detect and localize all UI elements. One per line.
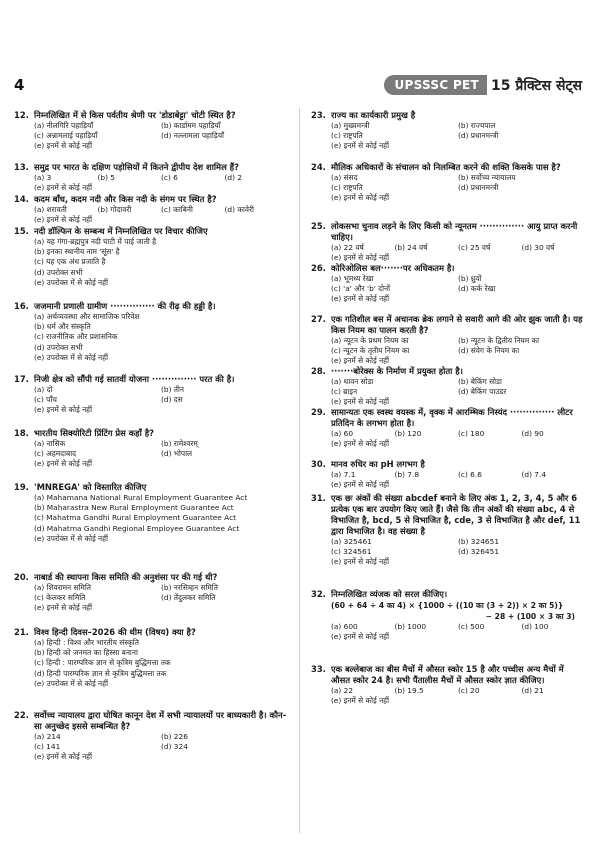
- question-text: समुद्र पर भारत के दक्षिण पड़ोसियों में कितने द्वीपीय देश शामिल हैं?: [34, 162, 239, 172]
- option: (e) इनमें से कोई नहीं: [331, 294, 390, 304]
- column-divider: [299, 108, 300, 833]
- question-line: [311, 221, 585, 243]
- option: (c) 20: [458, 686, 480, 695]
- question-text: नाबार्ड की स्थापना किस समिति की अनुशंसा पर की गई थी?: [34, 572, 218, 582]
- question-text: निम्नलिखित में से किस पर्वतीय श्रेणी पर 'डोडाबेट्टा' चोटी स्थित है?: [34, 110, 236, 120]
- options-row: [331, 547, 585, 557]
- options-list: [34, 583, 288, 614]
- options-row: [331, 346, 585, 356]
- options-row: [34, 173, 288, 183]
- question-text: निजी क्षेत्र को सौंपी गई सातवीं योजना ·············· परत की है।: [34, 374, 235, 384]
- option: (c) पाँच: [34, 395, 57, 405]
- option: (d) 30 वर्ष: [521, 243, 555, 252]
- option: (e) इनमें से कोई नहीं: [34, 405, 93, 415]
- option: (d) 100: [521, 622, 549, 631]
- options-row: [34, 247, 288, 257]
- question-18: [14, 428, 288, 470]
- option: (c) राजनीतिक और प्रशासनिक: [34, 332, 118, 342]
- option: (e) इनमें से कोई नहीं: [331, 632, 390, 642]
- option: (a) मुख्यमन्त्री: [331, 121, 370, 130]
- option: (b) सर्वोच्च न्यायालय: [458, 173, 516, 182]
- options-row: [34, 141, 288, 151]
- options-row: [34, 669, 288, 679]
- option: (d) तेंदुलकर समिति: [161, 593, 216, 603]
- option: (a) हिन्दी : विश्व और भारतीय संस्कृति: [34, 638, 139, 647]
- question-text: सर्वोच्च न्यायालय द्वारा घोषित कानून देश में सभी न्यायालयों पर बाध्यकारी है। कौन-सा अनुच्छेद इससे सम्बन्धित है?: [34, 710, 287, 731]
- option: (a) 214: [34, 732, 61, 741]
- question-line: [311, 589, 585, 600]
- option: (e) इनमें से कोई नहीं: [331, 439, 390, 449]
- options-list: [34, 173, 288, 193]
- question-line: [311, 664, 585, 686]
- option: (a) 600: [331, 622, 358, 631]
- options-list: [331, 243, 585, 263]
- options-row: [331, 377, 585, 387]
- option: (a) 3: [34, 173, 52, 182]
- option: (b) इनका स्थानीय नाम 'सूंस' है: [34, 247, 120, 257]
- options-list: [331, 686, 585, 706]
- option: (c) 6.6: [458, 470, 482, 479]
- question-30: [311, 459, 585, 490]
- option: (d) प्रधानमन्त्री: [458, 183, 499, 193]
- question-19: [14, 482, 288, 544]
- question-text: सामान्यतः एक स्वस्थ वयस्क में, वृक्क में आरम्भिक निस्यंद ·············· लीटर प्रतिदिन के लगभग होता है।: [331, 407, 573, 428]
- option: (b) 226: [161, 732, 188, 741]
- options-row: [34, 524, 288, 534]
- question-text: निम्नलिखित व्यंजक को सरल कीजिए।: [331, 589, 448, 599]
- option: (b) न्यूटन के द्वितीय नियम का: [458, 336, 540, 345]
- options-row: [34, 183, 288, 193]
- option: (b) नरसिम्हन समिति: [161, 583, 218, 592]
- option: (e) इनमें से कोई नहीं: [34, 752, 93, 762]
- option: (e) इनमें से कोई नहीं: [331, 696, 390, 706]
- option: (a) न्यूटन के प्रथम नियम का: [331, 336, 409, 345]
- question-text: मौलिक अधिकारों के संचालन को निलम्बित करने की शक्ति किसके पास है?: [331, 162, 561, 172]
- option: (c) अन्नामलाई पहाड़ियाँ: [34, 131, 98, 141]
- question-number: 19.: [14, 482, 29, 492]
- option: (a) नीलगिरि पहाड़ियाँ: [34, 121, 94, 130]
- question-text: विश्व हिन्दी दिवस–2026 की थीम (विषय) क्या है?: [34, 627, 196, 637]
- question-line: [311, 459, 585, 470]
- question-text: कदम बाँध, कदम नदी और किस नदी के संगम पर स्थित है?: [34, 194, 217, 204]
- option: (d) उपरोक्त सभी: [34, 342, 83, 352]
- option: (a) भूमध्य रेखा: [331, 274, 374, 283]
- option: (c) 'a' और 'b' दोनों: [331, 284, 391, 294]
- question-line: [14, 428, 288, 439]
- question-line: [14, 301, 288, 312]
- option: (d) कर्क रेखा: [458, 284, 496, 294]
- question-line: [311, 110, 585, 121]
- options-row: [34, 534, 288, 544]
- options-row: [34, 205, 288, 215]
- question-27: [311, 314, 585, 367]
- options-row: [331, 537, 585, 547]
- options-list: [331, 173, 585, 204]
- options-row: [331, 121, 585, 131]
- question-number: 22.: [14, 710, 29, 720]
- option: (a) 325461: [331, 537, 372, 546]
- option: (b) 19.5: [394, 686, 424, 695]
- question-28: [311, 366, 585, 408]
- options-list: [331, 622, 585, 642]
- option: (d) नल्लामला पहाड़ियाँ: [161, 131, 224, 141]
- question-text: राज्य का कार्यकारी प्रमुख है: [331, 110, 416, 120]
- options-list: [34, 312, 288, 363]
- option: (a) नासिक: [34, 439, 66, 448]
- option: (c) 500: [458, 622, 485, 631]
- options-row: [34, 237, 288, 247]
- question-number: 26.: [311, 263, 326, 273]
- question-text: ·······बोरेक्स के निर्माण में प्रयुक्त होता है।: [331, 366, 463, 376]
- option: (b) 24 वर्ष: [394, 243, 428, 252]
- question-line: [311, 162, 585, 173]
- option: (a) 60: [331, 429, 354, 438]
- question-line: [311, 314, 585, 336]
- question-number: 32.: [311, 589, 326, 599]
- options-row: [331, 294, 585, 304]
- question-text: मानव रुधिर का pH लगभग है: [331, 459, 425, 469]
- options-list: [34, 121, 288, 152]
- options-row: [34, 121, 288, 131]
- question-number: 24.: [311, 162, 326, 172]
- option: (e) उपरोक्त में से कोई नहीं: [34, 678, 108, 688]
- options-row: [34, 312, 288, 322]
- options-row: [34, 593, 288, 603]
- option: (d) 7.4: [521, 470, 547, 479]
- option: (b) कार्डामम पहाड़ियाँ: [161, 121, 221, 130]
- question-21: [14, 627, 288, 689]
- options-row: [34, 385, 288, 395]
- question-line: [14, 627, 288, 638]
- question-text: कोरिओलिस बल·······पर अधिकतम है।: [331, 263, 455, 273]
- question-14: [14, 194, 288, 225]
- options-row: [34, 658, 288, 668]
- question-17: [14, 374, 288, 416]
- option: (b) 5: [97, 173, 116, 182]
- option: (a) 22: [331, 686, 354, 695]
- options-row: [34, 332, 288, 342]
- option: (a) शिवरामन समिति: [34, 583, 91, 592]
- options-row: [331, 284, 585, 294]
- option: (c) हिन्दी : पारम्परिक ज्ञान से कृत्रिम बुद्धिमत्ता तक: [34, 658, 171, 668]
- option: (e) इनमें से कोई नहीं: [34, 603, 93, 613]
- question-number: 18.: [14, 428, 29, 438]
- option: (d) 21: [521, 686, 544, 695]
- question-number: 21.: [14, 627, 29, 637]
- question-15: [14, 226, 288, 288]
- question-line: [311, 366, 585, 377]
- question-line: [14, 162, 288, 173]
- options-row: [34, 131, 288, 141]
- question-number: 33.: [311, 664, 326, 674]
- options-row: [34, 752, 288, 762]
- options-list: [331, 336, 585, 367]
- options-row: [34, 322, 288, 332]
- option: (a) अर्थव्यवस्था और सामाजिक परिवेश: [34, 312, 140, 321]
- options-row: [34, 459, 288, 469]
- options-row: [34, 493, 288, 503]
- option: (c) यह एक अंध प्रजाति है: [34, 257, 106, 267]
- options-row: [331, 429, 585, 439]
- options-row: [331, 622, 585, 632]
- options-row: [331, 243, 585, 253]
- options-row: [34, 513, 288, 523]
- question-number: 23.: [311, 110, 326, 120]
- question-16: [14, 301, 288, 363]
- question-31: [311, 493, 585, 568]
- option: (e) इनमें से कोई नहीं: [331, 141, 390, 151]
- option: (b) रामेश्वरम्: [161, 439, 198, 448]
- question-25: [311, 221, 585, 263]
- option: (d) Mahatma Gandhi Regional Employee Guarantee Act: [34, 523, 240, 533]
- option: (a) यह गंगा-ब्रह्मपुत्र नदी घाटी में पाई जाती है: [34, 237, 157, 246]
- options-row: [34, 405, 288, 415]
- options-row: [34, 638, 288, 648]
- question-23: [311, 110, 585, 152]
- options-row: [331, 686, 585, 696]
- option: (b) 7.8: [394, 470, 420, 479]
- option: (a) 22 वर्ष: [331, 243, 364, 252]
- question-text: भारतीय सिक्योरिटी प्रिंटिंग प्रेस कहाँ है?: [34, 428, 155, 438]
- options-row: [34, 449, 288, 459]
- option: (a) धावन सोडा: [331, 377, 374, 386]
- options-row: [331, 557, 585, 567]
- question-number: 25.: [311, 221, 326, 231]
- option: (b) धर्म और संस्कृति: [34, 322, 91, 332]
- option: (d) 324: [161, 742, 188, 752]
- question-text: 'MNREGA' को विस्तारित कीजिए: [34, 482, 147, 492]
- question-number: 31.: [311, 493, 326, 503]
- option: (a) शरावती: [34, 205, 67, 214]
- options-row: [331, 131, 585, 141]
- expression-line: − 28 + (100 × 3 का 3): [485, 612, 575, 621]
- options-list: [34, 732, 288, 763]
- option: (b) Maharastra New Rural Employment Guarantee Act: [34, 503, 234, 513]
- option: (b) बेकिंग सोडा: [458, 377, 502, 386]
- options-row: [331, 173, 585, 183]
- options-row: [331, 274, 585, 284]
- option: (c) अहमदाबाद: [34, 449, 77, 459]
- options-row: [34, 439, 288, 449]
- question-29: [311, 407, 585, 449]
- options-list: [34, 385, 288, 416]
- question-number: 17.: [14, 374, 29, 384]
- option: (b) 1000: [394, 622, 427, 631]
- question-number: 27.: [311, 314, 326, 324]
- options-list: [34, 237, 288, 288]
- options-row: [331, 253, 585, 263]
- question-number: 28.: [311, 366, 326, 376]
- option: (b) 324651: [458, 537, 500, 546]
- option: (e) इनमें से कोई नहीं: [34, 183, 93, 193]
- options-row: [331, 141, 585, 151]
- option: (b) 120: [394, 429, 422, 438]
- options-row: [331, 696, 585, 706]
- options-row: [34, 732, 288, 742]
- question-12: [14, 110, 288, 152]
- option: (d) 326451: [458, 547, 500, 557]
- option: (d) संवेग के नियम का: [458, 346, 520, 356]
- option: (b) ध्रुवों: [458, 274, 482, 283]
- option: (e) इनमें से कोई नहीं: [331, 397, 390, 407]
- options-row: [331, 480, 585, 490]
- option: (c) 141: [34, 742, 61, 752]
- option: (c) राष्ट्रपति: [331, 131, 363, 141]
- options-row: [34, 353, 288, 363]
- question-20: [14, 572, 288, 614]
- options-list: [331, 377, 585, 408]
- question-line: [14, 226, 288, 237]
- option: (e) इनमें से कोई नहीं: [331, 253, 390, 263]
- options-list: [331, 470, 585, 490]
- question-33: [311, 664, 585, 706]
- question-line: [311, 493, 585, 537]
- options-list: [331, 429, 585, 449]
- question-number: 12.: [14, 110, 29, 120]
- expression-line: (60 + 64 ÷ 4 का 4) × {1000 ÷ ((10 का (3 + 2)) × 2 का 5)}: [331, 601, 564, 610]
- question-text: एक बल्लेबाज का बीस मैचों में औसत स्कोर 15 है और पच्चीस अन्य मैचों में औसत स्कोर 24 है। सभी पैंतालीस मैचों में औसत स्कोर ज्ञात कीजिए।: [331, 664, 564, 685]
- options-list: [331, 537, 585, 568]
- option: (e) इनमें से कोई नहीं: [331, 557, 390, 567]
- options-row: [331, 336, 585, 346]
- options-list: [34, 205, 288, 225]
- option: (e) इनमें से कोई नहीं: [34, 215, 93, 225]
- option: (d) कावेरी: [224, 205, 254, 214]
- option: (a) 7.1: [331, 470, 356, 479]
- option: (c) राष्ट्रपति: [331, 183, 363, 193]
- options-row: [34, 679, 288, 689]
- option: (a) संसद: [331, 173, 358, 182]
- option: (e) इनमें से कोई नहीं: [331, 193, 390, 203]
- page-number: 4: [14, 76, 25, 94]
- option: (c) न्यूटन के तृतीय नियम का: [331, 346, 410, 356]
- option: (e) उपरोक्त में से कोई नहीं: [34, 277, 108, 287]
- option: (a) Mahamana National Rural Employment Guarantee Act: [34, 493, 248, 502]
- option: (e) उपरोक्त में से कोई नहीं: [34, 533, 108, 543]
- question-26: [311, 263, 585, 305]
- option: (d) हिन्दी पारम्परिक ज्ञान से कृत्रिम बुद्धिमत्ता तक: [34, 668, 167, 678]
- question-13: [14, 162, 288, 193]
- options-row: [331, 632, 585, 642]
- question-text: जजमानी प्रणाली ग्रामीण ·············· की रीढ़ की हड्डी है।: [34, 301, 216, 311]
- option: (e) इनमें से कोई नहीं: [331, 356, 390, 366]
- options-row: [34, 268, 288, 278]
- question-text: नदी डॉल्फिन के सम्बन्ध में निम्नलिखित पर विचार कीजिए: [34, 226, 208, 236]
- question-number: 20.: [14, 572, 29, 582]
- question-24: [311, 162, 585, 204]
- question-line: [311, 407, 585, 429]
- option: (b) तीन: [161, 385, 185, 394]
- option: (d) भोपाल: [161, 449, 193, 459]
- options-row: [34, 603, 288, 613]
- option: (d) प्रधानमन्त्री: [458, 131, 499, 141]
- book-banner: [384, 74, 582, 96]
- option: (c) Mahatma Gandhi Rural Employment Guarantee Act: [34, 513, 237, 523]
- option: (d) 2: [224, 173, 243, 182]
- question-22: [14, 710, 288, 763]
- exam-badge: UPSSSC PET: [384, 75, 487, 95]
- options-row: [34, 395, 288, 405]
- options-list: [34, 638, 288, 689]
- options-row: [34, 742, 288, 752]
- options-row: [331, 193, 585, 203]
- question-text: एक छः अंकों की संख्या abcdef बनाने के लिए अंक 1, 2, 3, 4, 5 और 6 प्रत्येक एक बार उपयोग किए जाते हैं। जैसे कि तीन अंकों की संख्या abc, 4 से विभाजित है, bcd, 5 से विभाजित है, cde, 3 से विभाजित है और def, 11 द्वारा विभाजित है। वह संख्या है: [331, 493, 581, 536]
- question-number: 14.: [14, 194, 29, 204]
- question-number: 16.: [14, 301, 29, 311]
- option: (c) 25 वर्ष: [458, 243, 491, 252]
- options-list: [34, 439, 288, 470]
- option: (c) केलकर समिति: [34, 593, 86, 603]
- question-line: [14, 194, 288, 205]
- option: (e) उपरोक्त में से कोई नहीं: [34, 352, 108, 362]
- option: (a) दो: [34, 385, 53, 394]
- question-line: [14, 710, 288, 732]
- page-header: [0, 74, 600, 98]
- options-list: [331, 274, 585, 305]
- option: (c) 324561: [331, 547, 372, 557]
- option: (b) राज्यपाल: [458, 121, 496, 130]
- question-number: 30.: [311, 459, 326, 469]
- options-row: [34, 583, 288, 593]
- option: (c) 180: [458, 429, 485, 438]
- question-line: [14, 572, 288, 583]
- options-row: [34, 257, 288, 267]
- option: (d) उपरोक्त सभी: [34, 267, 83, 277]
- options-row: [34, 215, 288, 225]
- book-title: 15 प्रैक्टिस सेट्स: [491, 77, 582, 94]
- question-line: [14, 374, 288, 385]
- question-line: [311, 263, 585, 274]
- options-row: [34, 648, 288, 658]
- options-row: [331, 387, 585, 397]
- question-number: 13.: [14, 162, 29, 172]
- options-row: [34, 278, 288, 288]
- question-number: 15.: [14, 226, 29, 236]
- options-list: [34, 493, 288, 544]
- option: (b) हिन्दी को जनमत का हिस्सा बनाना: [34, 648, 138, 658]
- option: (d) 90: [521, 429, 544, 438]
- option: (d) बेकिंग पाउडर: [458, 387, 507, 397]
- options-row: [331, 470, 585, 480]
- options-row: [331, 183, 585, 193]
- option: (e) इनमें से कोई नहीं: [34, 141, 93, 151]
- option: (c) काबिनी: [161, 205, 193, 214]
- option: (c) 6: [161, 173, 178, 182]
- options-row: [331, 439, 585, 449]
- question-text: एक गतिशील बस में अचानक ब्रेक लगाने से सवारी आगे की ओर झुक जाती है। यह किस नियम का पालन करती है?: [331, 314, 583, 335]
- options-list: [331, 121, 585, 152]
- option: (b) गोदावरी: [97, 205, 132, 214]
- question-text: लोकसभा चुनाव लड़ने के लिए किसी को न्यूनतम ·············· आयु प्राप्त करनी चाहिए।: [331, 221, 578, 242]
- option: (c) ब्राइन: [331, 387, 358, 397]
- options-row: [34, 343, 288, 353]
- question-32: [311, 589, 585, 642]
- question-line: [14, 482, 288, 493]
- option: (d) दस: [161, 395, 183, 405]
- question-number: 29.: [311, 407, 326, 417]
- question-line: [14, 110, 288, 121]
- option: (e) इनमें से कोई नहीं: [34, 459, 93, 469]
- option: (e) इनमें से कोई नहीं: [331, 480, 390, 490]
- options-row: [34, 503, 288, 513]
